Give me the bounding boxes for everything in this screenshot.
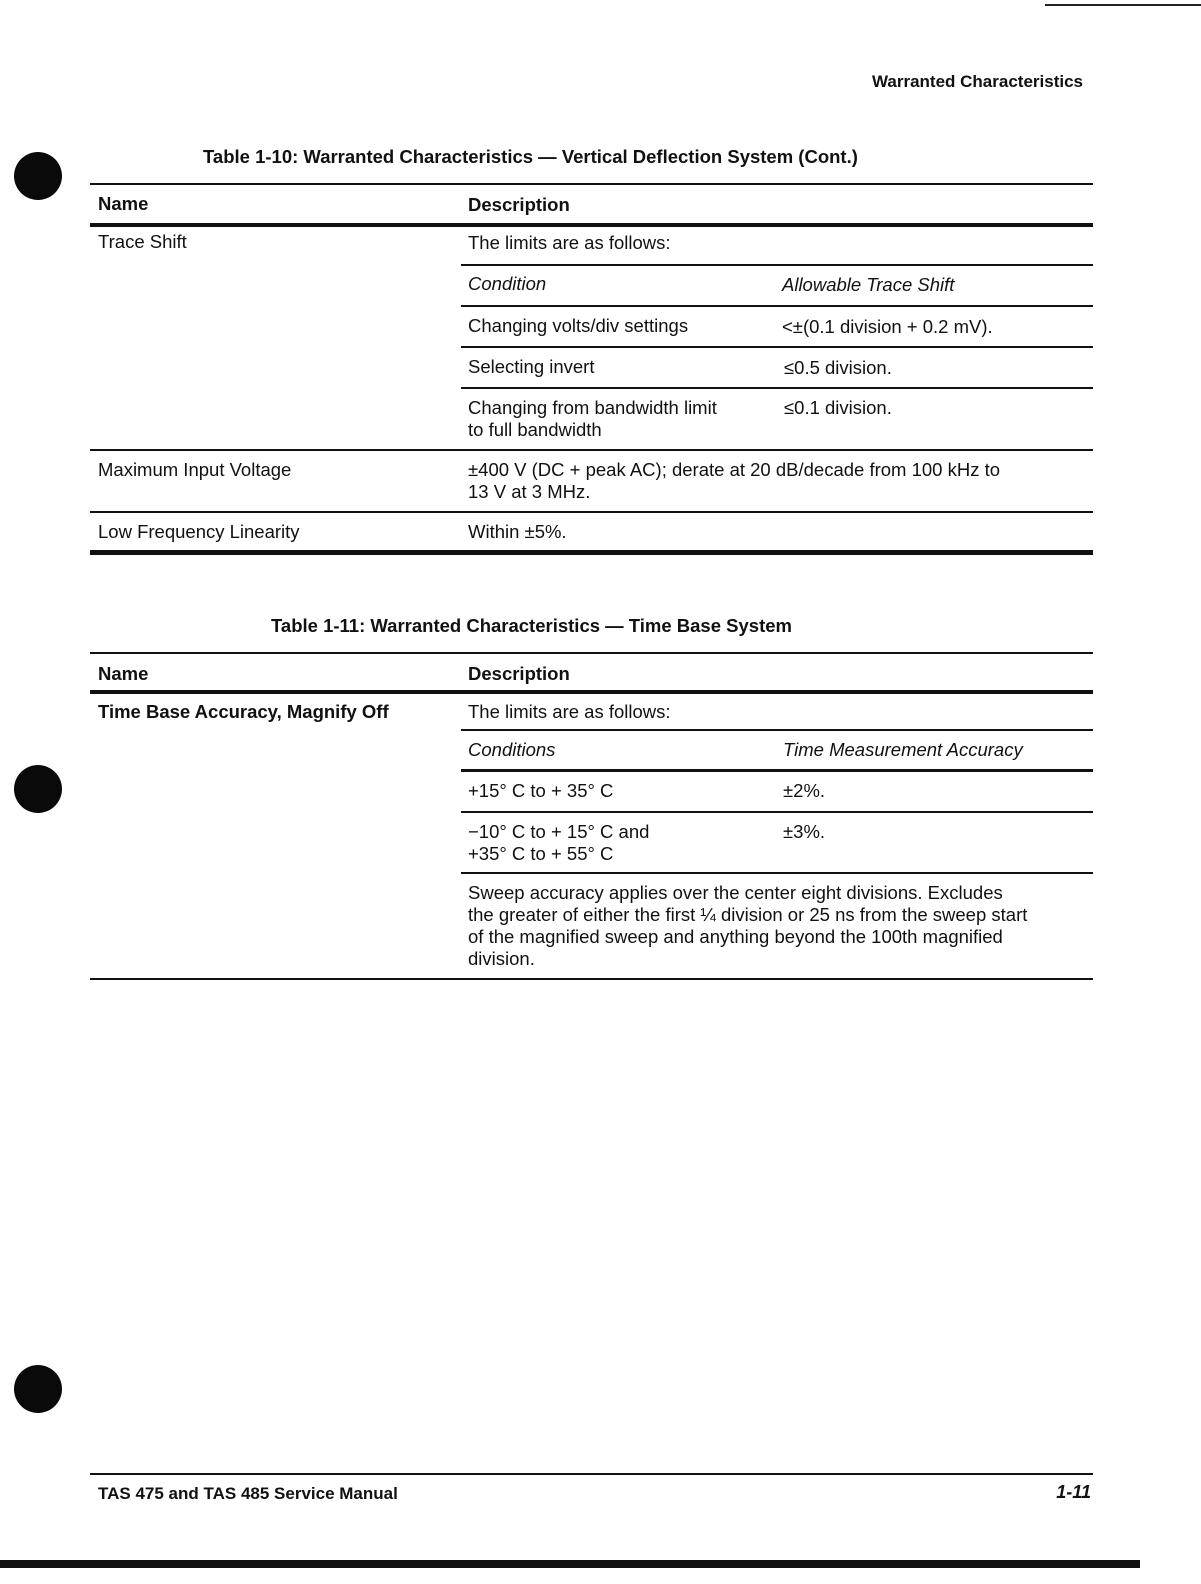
footer-manual-title: TAS 475 and TAS 485 Service Manual — [98, 1484, 398, 1503]
column-header-description: Description — [468, 194, 570, 215]
row-name-trace-shift: Trace Shift — [98, 231, 187, 252]
column-header-name: Name — [98, 663, 149, 684]
column-header-name: Name — [98, 193, 149, 214]
sub-row-value: ≤0.5 division. — [784, 357, 892, 378]
sub-header-accuracy: Time Measurement Accuracy — [783, 739, 1023, 760]
table-bottom-rule — [90, 550, 1093, 555]
sub-row-condition: +35° C to + 55° C — [468, 843, 614, 864]
sweep-accuracy-note: the greater of either the first ¼ division or 25 ns from the sweep start — [468, 904, 1028, 925]
row-name-low-frequency-linearity: Low Frequency Linearity — [98, 521, 300, 542]
bottom-edge-rule — [0, 1560, 1140, 1568]
sub-rule — [461, 305, 1093, 307]
time-base-intro: The limits are as follows: — [468, 701, 671, 722]
running-header: Warranted Characteristics — [871, 72, 1083, 91]
sub-rule — [461, 811, 1093, 813]
max-input-voltage-desc: ±400 V (DC + peak AC); derate at 20 dB/decade from 100 kHz to — [468, 459, 1001, 480]
sweep-accuracy-note: division. — [468, 948, 535, 969]
sub-row-condition: +15° C to + 35° C — [468, 780, 614, 801]
binder-hole-top — [14, 152, 62, 200]
top-edge-rule — [1045, 4, 1201, 6]
sub-rule — [461, 769, 1093, 772]
table-bottom-rule — [90, 978, 1093, 980]
sub-row-value: ±2%. — [783, 780, 826, 801]
sub-header-allowable: Allowable Trace Shift — [782, 274, 955, 295]
sub-header-condition: Condition — [468, 273, 547, 294]
sub-rule — [461, 346, 1093, 348]
sweep-accuracy-note: Sweep accuracy applies over the center eight divisions. Excludes — [468, 882, 1003, 903]
sub-rule — [461, 264, 1093, 266]
footer-rule — [90, 1473, 1093, 1475]
sub-row-value: <±(0.1 division + 0.2 mV). — [782, 316, 993, 337]
sub-rule — [461, 729, 1093, 731]
binder-hole-middle — [14, 765, 62, 813]
table-1-11-caption: Table 1-11: Warranted Characteristics — Time Base System — [271, 615, 792, 636]
row-rule — [90, 449, 1093, 451]
column-header-description: Description — [468, 663, 570, 684]
header-rule — [90, 690, 1093, 694]
sweep-accuracy-note: of the magnified sweep and anything beyond the 100th magnified — [468, 926, 1003, 947]
sub-row-condition: −10° C to + 15° C and — [468, 821, 650, 842]
table-top-rule — [90, 652, 1093, 654]
sub-row-value: ±3%. — [783, 821, 826, 842]
sub-row-condition: Selecting invert — [468, 356, 595, 377]
row-name-max-input-voltage: Maximum Input Voltage — [98, 459, 292, 480]
page-number: 1-11 — [1056, 1482, 1091, 1502]
sub-row-condition: Changing volts/div settings — [468, 315, 689, 336]
sub-row-condition: Changing from bandwidth limit — [468, 397, 717, 418]
table-1-10-caption: Table 1-10: Warranted Characteristics — Vertical Deflection System (Cont.) — [203, 146, 858, 167]
sub-header-conditions: Conditions — [468, 739, 556, 760]
sub-rule — [461, 872, 1093, 874]
sub-rule — [461, 387, 1093, 389]
trace-shift-intro: The limits are as follows: — [468, 232, 671, 253]
low-frequency-linearity-desc: Within ±5%. — [468, 521, 567, 542]
row-name-time-base-accuracy: Time Base Accuracy, Magnify Off — [98, 701, 389, 722]
table-top-rule — [90, 183, 1093, 185]
row-rule — [90, 511, 1093, 513]
max-input-voltage-desc: 13 V at 3 MHz. — [468, 481, 591, 502]
binder-hole-bottom — [14, 1365, 62, 1413]
sub-row-condition: to full bandwidth — [468, 419, 602, 440]
header-rule — [90, 223, 1093, 227]
sub-row-value: ≤0.1 division. — [784, 397, 892, 418]
